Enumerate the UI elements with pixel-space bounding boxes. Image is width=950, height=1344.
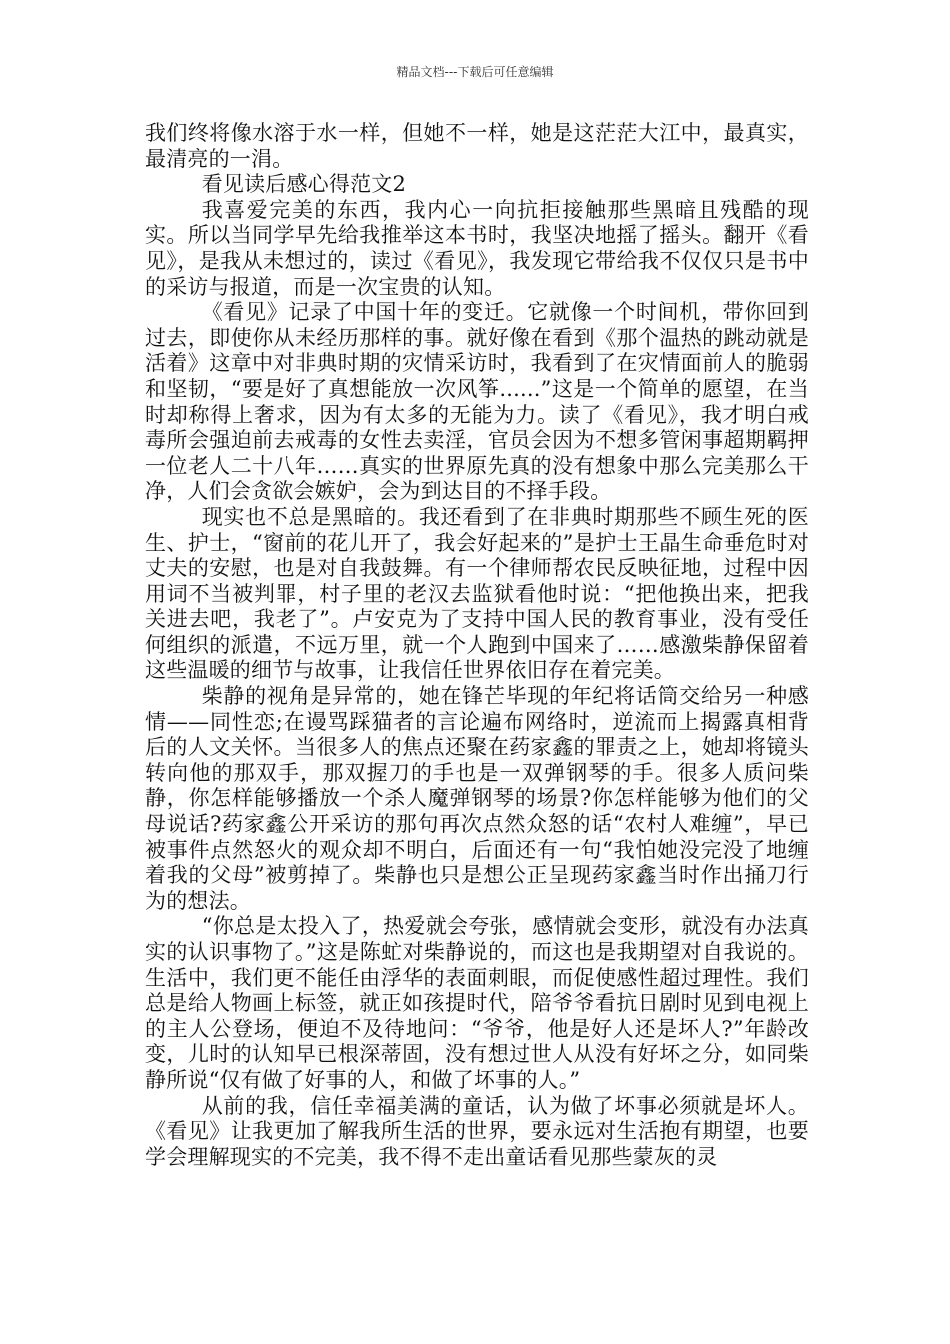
paragraph: 从前的我，信任幸福美满的童话，认为做了坏事必须就是坏人。《看见》让我更加了解我所生活的世界，要永远对生活抱有期望，也要学会理解现实的不完美，我不得不走出童话看见那些蒙灰的灵	[145, 1093, 809, 1169]
paragraph: 现实也不总是黑暗的。我还看到了在非典时期那些不顾生死的医生、护士，“窗前的花儿开了，我会好起来的”是护士王晶生命垂危时对丈夫的安慰，也是对自我鼓舞。有一个律师帮农民反映征地，过程中因用词不当被判罪，村子里的老汉去监狱看他时说：“把他换出来，把我关进去吧，我老了”。卢安克为了支持中国人民的教育事业，没有受任何组织的派遣，不远万里，就一个人跑到中国来了……感激柴静保留着这些温暖的细节与故事，让我信任世界依旧存在着完美。	[145, 504, 809, 683]
paragraph-continued: 我们终将像水溶于水一样，但她不一样，她是这茫茫大江中，最真实，最清亮的一涓。	[145, 121, 809, 171]
paragraph: “你总是太投入了，热爱就会夸张，感情就会变形，就没有办法真实的认识事物了。”这是陈虻对柴静说的，而这也是我期望对自我说的。生活中，我们更不能任由浮华的表面刺眼，而促使感性超过理性。我们总是给人物画上标签，就正如孩提时代，陪爷爷看抗日剧时见到电视上的主人公登场，便迫不及待地问：“爷爷，他是好人还是坏人?”年龄改变，儿时的认知早已根深蒂固，没有想过世人从没有好坏之分，如同柴静所说“仅有做了好事的人，和做了坏事的人。”	[145, 914, 809, 1092]
paragraph: 柴静的视角是异常的，她在锋芒毕现的年纪将话筒交给另一种感情——同性恋;在谩骂踩猫者的言论遍布网络时，逆流而上揭露真相背后的人文关怀。当很多人的焦点还聚在药家鑫的罪责之上，她却将镜头转向他的那双手，那双握刀的手也是一双弹钢琴的手。很多人质问柴静，你怎样能够播放一个杀人魔弹钢琴的场景?你怎样能够为他们的父母说话?药家鑫公开采访的那句再次点然众怒的话“农村人难缠”，早已被事件点然怒火的观众却不明白，后面还有一句“我怕她没完没了地缠着我的父母”被剪掉了。柴静也只是想公正呈现药家鑫当时作出捅刀行为的想法。	[145, 684, 809, 913]
paragraph: 我喜爱完美的东西，我内心一向抗拒接触那些黑暗且残酷的现实。所以当同学早先给我推举这本书时，我坚决地摇了摇头。翻开《看见》，是我从未想过的，读过《看见》，我发现它带给我不仅仅只是书中的采访与报道，而是一次宝贵的认知。	[145, 197, 809, 299]
page-header: 精品文档---下载后可任意编辑	[396, 65, 554, 79]
paragraph: 《看见》记录了中国十年的变迁。它就像一个时间机，带你回到过去，即使你从未经历那样的事。就好像在看到《那个温热的跳动就是活着》这章中对非典时期的灾情采访时，我看到了在灾情面前人的脆弱和坚韧，“要是好了真想能放一次风筝......”这是一个简单的愿望，在当时却称得上奢求，因为有太多的无能为力。读了《看见》，我才明白戒毒所会强迫前去戒毒的女性去卖淫，官员会因为不想多管闲事超期羁押一位老人二十八年……真实的世界原先真的没有想象中那么完美那么干净，人们会贪欲会嫉妒，会为到达目的不择手段。	[145, 300, 809, 504]
section-heading: 看见读后感心得范文2	[201, 172, 407, 197]
document-body	[145, 121, 809, 1170]
